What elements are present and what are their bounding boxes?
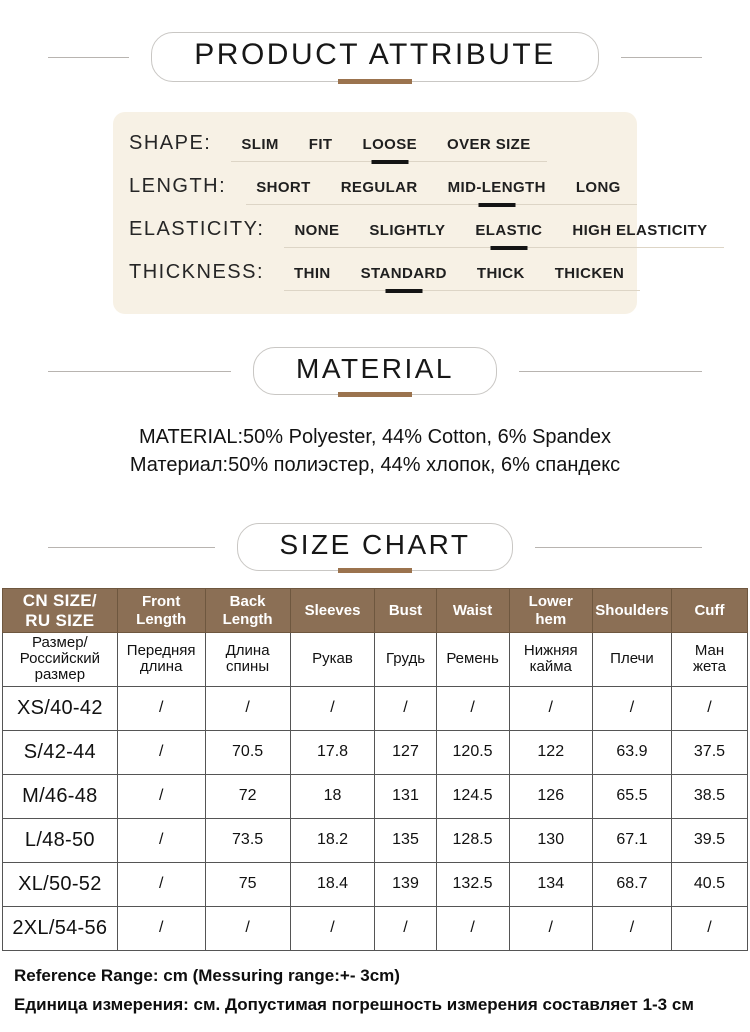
value-cell: 124.5 (436, 774, 509, 818)
value-cell: / (290, 686, 375, 730)
attribute-option: LONG (575, 179, 621, 196)
column-header-ru: Ремень (436, 633, 509, 687)
column-header: Back Length (205, 589, 290, 633)
measurement-notes (14, 966, 750, 1015)
attribute-option: THICK (476, 265, 525, 282)
size-label-cell: XS/40-42 (3, 686, 118, 730)
attribute-option: OVER SIZE (447, 136, 531, 153)
value-cell: / (436, 906, 509, 950)
value-cell: / (375, 906, 436, 950)
value-cell: 18.4 (290, 862, 375, 906)
value-cell: 127 (375, 730, 436, 774)
value-cell: / (671, 686, 747, 730)
value-cell: / (205, 686, 290, 730)
column-header: Cuff (671, 589, 747, 633)
table-header-row-en (3, 589, 748, 633)
section-title-material (0, 347, 750, 395)
value-cell: 132.5 (436, 862, 509, 906)
section-title-size-chart (0, 523, 750, 571)
size-label-cell: S/42-44 (3, 730, 118, 774)
attribute-options (231, 136, 546, 162)
attribute-label: LENGTH: (129, 175, 227, 197)
attribute-label: ELASTICITY: (129, 218, 265, 240)
table-row (3, 686, 748, 730)
reference-range-note-ru: Единица измерения: см. Допустимая погрешность измерения составляет 1-3 см (14, 994, 694, 1014)
value-cell: 128.5 (436, 818, 509, 862)
size-label-cell: 2XL/54-56 (3, 906, 118, 950)
value-cell: 68.7 (592, 862, 671, 906)
attribute-row (129, 218, 708, 248)
value-cell: 126 (509, 774, 592, 818)
column-header-ru: Передняя длина (117, 633, 205, 687)
attribute-option: THIN (294, 265, 331, 282)
attribute-options (284, 222, 723, 248)
value-cell: / (592, 906, 671, 950)
value-cell: / (509, 686, 592, 730)
material-title: MATERIAL (253, 347, 497, 395)
attribute-label: SHAPE: (129, 132, 212, 154)
column-header-ru: Размер/ Российский размер (3, 633, 118, 687)
value-cell: 131 (375, 774, 436, 818)
value-cell: 72 (205, 774, 290, 818)
attribute-row (129, 261, 637, 291)
size-label-cell: L/48-50 (3, 818, 118, 862)
attribute-row (129, 175, 637, 205)
decorative-line (48, 371, 231, 372)
table-row (3, 730, 748, 774)
column-header: Bust (375, 589, 436, 633)
attribute-option: NONE (294, 222, 340, 239)
table-row (3, 818, 748, 862)
column-header: CN SIZE/ RU SIZE (3, 589, 118, 633)
material-composition (0, 423, 750, 479)
size-label-cell: M/46-48 (3, 774, 118, 818)
value-cell: 65.5 (592, 774, 671, 818)
size-label-cell: XL/50-52 (3, 862, 118, 906)
attribute-option: SLIGHTLY (369, 222, 446, 239)
value-cell: 63.9 (592, 730, 671, 774)
attribute-options (284, 265, 640, 291)
decorative-line (48, 57, 129, 58)
attribute-label: THICKNESS: (129, 261, 265, 283)
value-cell: / (117, 818, 205, 862)
size-chart-title: SIZE CHART (237, 523, 514, 571)
table-row (3, 774, 748, 818)
column-header-ru: Рукав (290, 633, 375, 687)
table-row (3, 862, 748, 906)
column-header-ru: Длина спины (205, 633, 290, 687)
value-cell: 135 (375, 818, 436, 862)
value-cell: 73.5 (205, 818, 290, 862)
column-header-ru: Ман жета (671, 633, 747, 687)
decorative-line (48, 547, 215, 548)
value-cell: / (205, 906, 290, 950)
attribute-option: FIT (308, 136, 333, 153)
page-title: PRODUCT ATTRIBUTE (151, 32, 598, 82)
table-header-row-ru (3, 633, 748, 687)
size-table-head (3, 589, 748, 687)
column-header-ru: Нижняя кайма (509, 633, 592, 687)
value-cell: 17.8 (290, 730, 375, 774)
material-line-ru: Материал:50% полиэстер, 44% хлопок, 6% спандекс (129, 454, 621, 476)
column-header: Sleeves (290, 589, 375, 633)
value-cell: 75 (205, 862, 290, 906)
decorative-line (535, 547, 702, 548)
value-cell: / (117, 730, 205, 774)
attribute-option: HIGH ELASTICITY (572, 222, 708, 239)
attribute-option-selected: LOOSE (362, 136, 418, 153)
attribute-panel (113, 112, 708, 314)
size-chart-table (2, 588, 748, 951)
value-cell: 139 (375, 862, 436, 906)
column-header: Front Length (117, 589, 205, 633)
value-cell: / (117, 774, 205, 818)
material-line-en: MATERIAL:50% Polyester, 44% Cotton, 6% Spandex (138, 426, 612, 448)
value-cell: 122 (509, 730, 592, 774)
column-header-ru: Грудь (375, 633, 436, 687)
reference-range-note-en: Reference Range: cm (Messuring range:+- 3cm) (14, 965, 400, 985)
attribute-option: SHORT (256, 179, 311, 196)
attribute-option-selected: ELASTIC (475, 222, 543, 239)
decorative-line (519, 371, 702, 372)
value-cell: 70.5 (205, 730, 290, 774)
value-cell: / (592, 686, 671, 730)
value-cell: / (117, 686, 205, 730)
value-cell: / (290, 906, 375, 950)
value-cell: / (117, 862, 205, 906)
value-cell: 130 (509, 818, 592, 862)
value-cell: / (117, 906, 205, 950)
value-cell: 40.5 (671, 862, 747, 906)
attribute-row (129, 132, 637, 162)
value-cell: 18.2 (290, 818, 375, 862)
attribute-option: REGULAR (340, 179, 418, 196)
column-header: Lower hem (509, 589, 592, 633)
table-row (3, 906, 748, 950)
column-header-ru: Плечи (592, 633, 671, 687)
attribute-option-selected: MID-LENGTH (447, 179, 546, 196)
attribute-options (246, 179, 637, 205)
decorative-line (621, 57, 702, 58)
value-cell: / (509, 906, 592, 950)
value-cell: 120.5 (436, 730, 509, 774)
value-cell: / (436, 686, 509, 730)
attribute-option: THICKEN (554, 265, 625, 282)
value-cell: 134 (509, 862, 592, 906)
section-title-product-attribute (0, 32, 750, 82)
value-cell: 67.1 (592, 818, 671, 862)
value-cell: 37.5 (671, 730, 747, 774)
product-detail-page (0, 32, 750, 1032)
column-header: Shoulders (592, 589, 671, 633)
attribute-option: SLIM (241, 136, 279, 153)
value-cell: 39.5 (671, 818, 747, 862)
value-cell: / (671, 906, 747, 950)
value-cell: / (375, 686, 436, 730)
column-header: Waist (436, 589, 509, 633)
size-table-body (3, 686, 748, 950)
value-cell: 38.5 (671, 774, 747, 818)
value-cell: 18 (290, 774, 375, 818)
attribute-option-selected: STANDARD (360, 265, 447, 282)
